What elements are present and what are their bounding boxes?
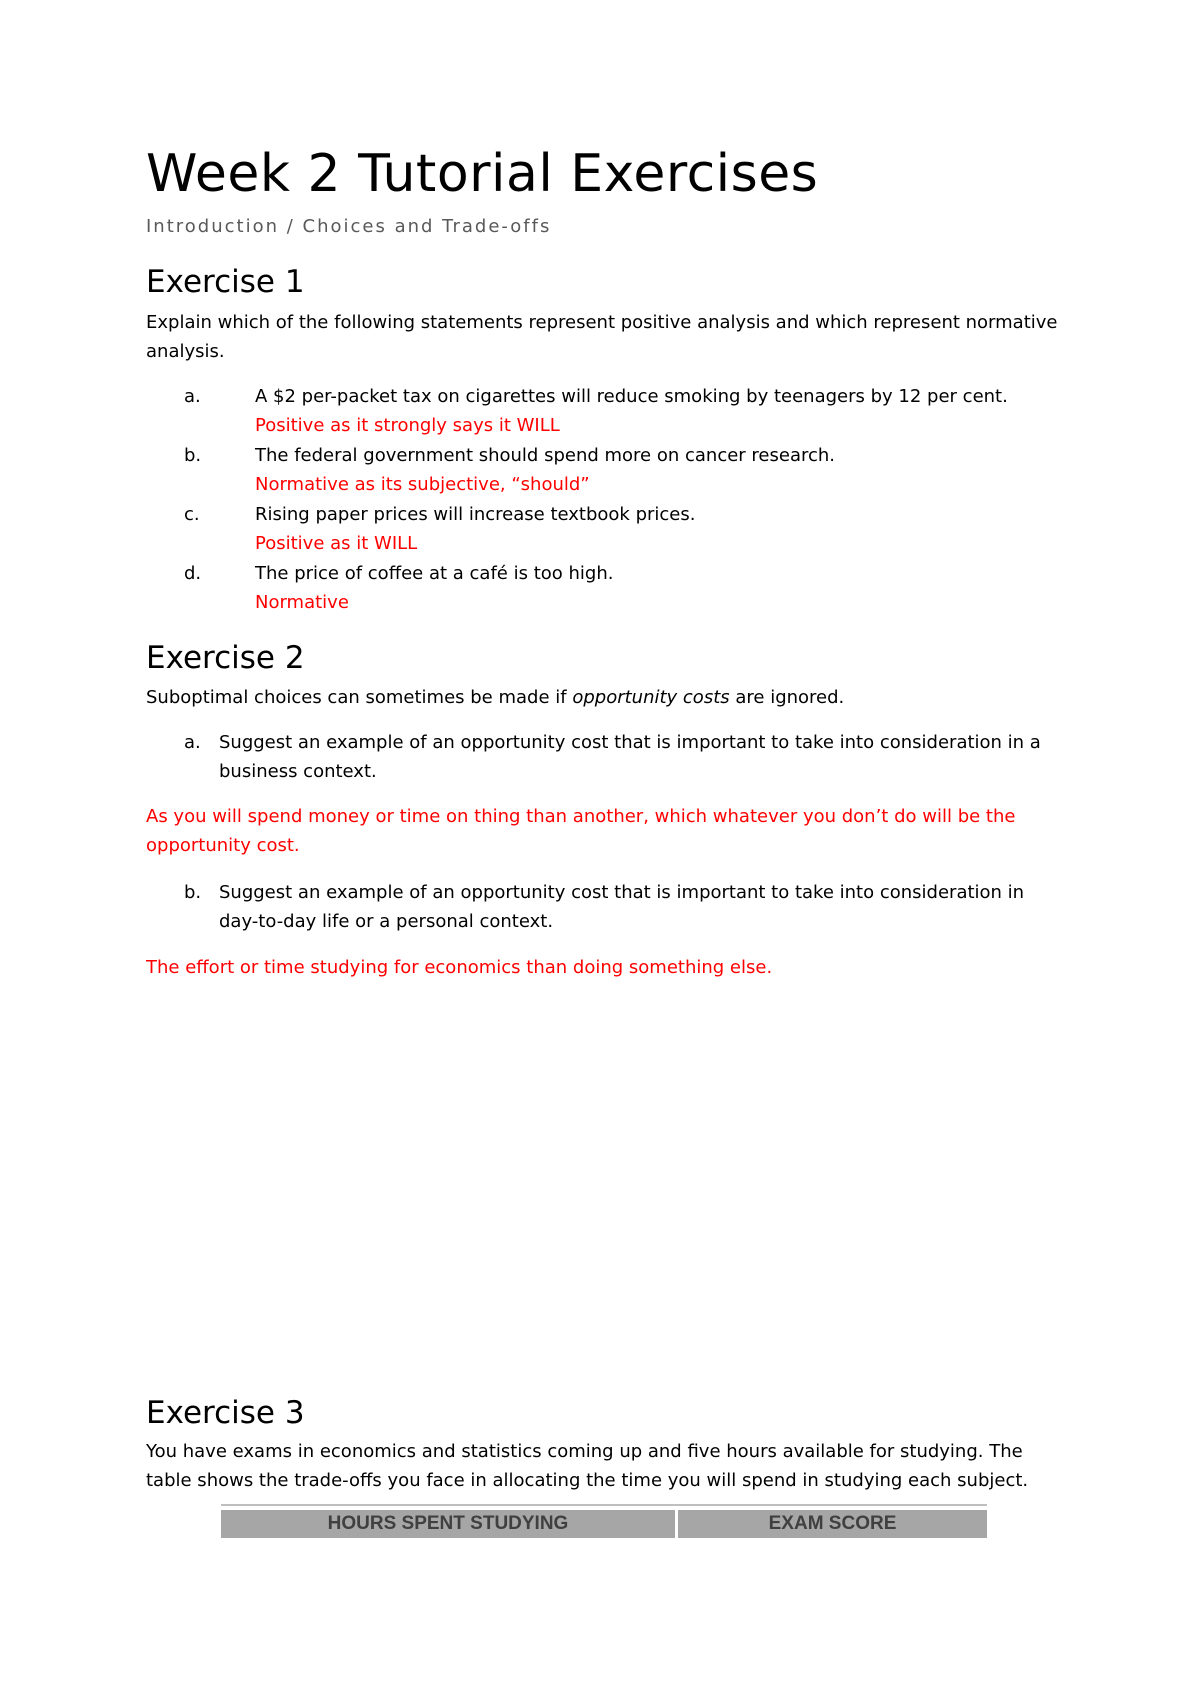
column-header-hours: HOURS SPENT STUDYING	[221, 1510, 675, 1538]
document-subtitle: Introduction / Choices and Trade-offs	[146, 216, 552, 237]
study-tradeoff-table	[221, 1504, 987, 1538]
exercise-1-intro: Explain which of the following statements represent positive analysis and which represent normative analysis.	[146, 312, 1058, 362]
intro-text: Suboptimal choices can sometimes be made if	[146, 687, 573, 708]
intro-emphasis: opportunity costs	[572, 687, 730, 708]
exercise-2-answer-a: As you will spend money or time on thing than another, which whatever you don’t do will be the opportunity cost.	[146, 806, 1016, 856]
item-question-line: Suggest an example of an opportunity cost that is important to take into consideration in	[219, 882, 1025, 903]
exercise-3-heading: Exercise 3	[146, 1395, 305, 1431]
intro-text: are ignored.	[729, 687, 845, 708]
item-marker: a.	[184, 386, 201, 407]
table-header-row	[221, 1510, 987, 1538]
item-marker: b.	[184, 445, 202, 466]
item-marker: d.	[184, 563, 202, 584]
item-marker: a.	[184, 732, 201, 753]
item-answer: Positive as it strongly says it WILL	[255, 415, 560, 436]
column-header-score: EXAM SCORE	[678, 1510, 987, 1538]
item-answer: Normative	[255, 592, 349, 613]
item-statement: A $2 per-packet tax on cigarettes will reduce smoking by teenagers by 12 per cent.	[255, 386, 1008, 407]
item-marker: b.	[184, 882, 202, 903]
exercise-2-heading: Exercise 2	[146, 640, 305, 676]
exercise-2-intro	[146, 683, 1066, 712]
item-question-line: business context.	[219, 761, 377, 782]
item-statement: The price of coffee at a café is too high.	[255, 563, 614, 584]
item-marker: c.	[184, 504, 200, 525]
item-answer: Normative as its subjective, “should”	[255, 474, 590, 495]
item-statement: The federal government should spend more on cancer research.	[255, 445, 836, 466]
exercise-2-answer-b: The effort or time studying for economics than doing something else.	[146, 957, 773, 978]
item-statement: Rising paper prices will increase textbook prices.	[255, 504, 696, 525]
document-title: Week 2 Tutorial Exercises	[146, 144, 819, 204]
item-answer: Positive as it WILL	[255, 533, 418, 554]
exercise-3-intro: You have exams in economics and statistics coming up and five hours available for studying. The table shows the trade-offs you face in allocating the time you will spend in studying each subject.	[146, 1441, 1029, 1491]
item-question-line: day-to-day life or a personal context.	[219, 911, 554, 932]
exercise-1-heading: Exercise 1	[146, 264, 305, 300]
item-question-line: Suggest an example of an opportunity cost that is important to take into consideration in a	[219, 732, 1041, 753]
